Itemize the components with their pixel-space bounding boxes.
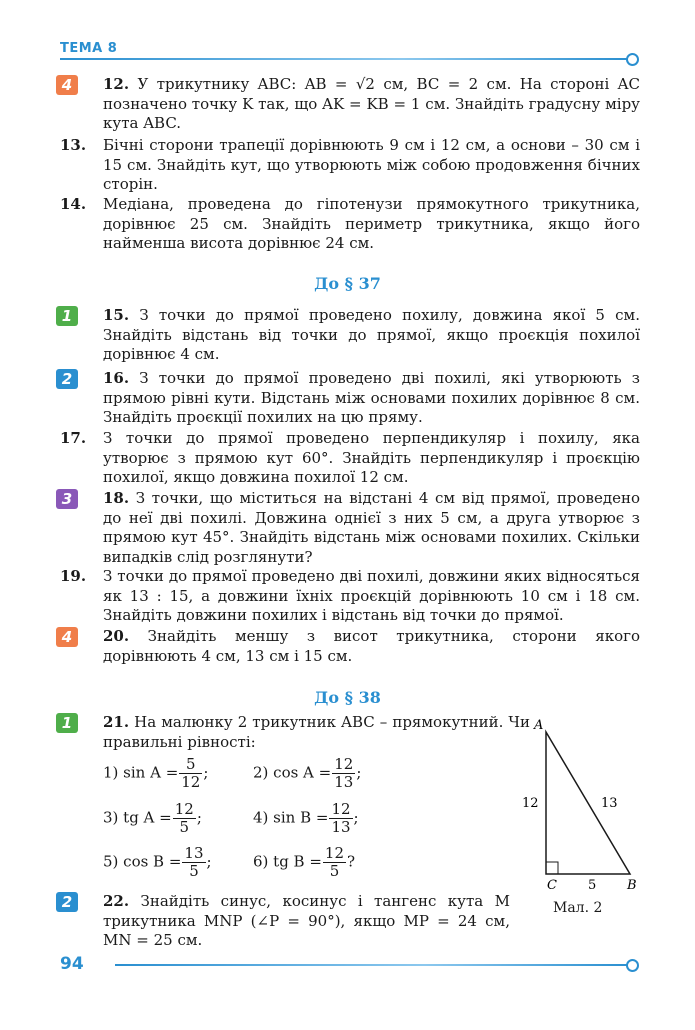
equation-2: 2) cos A = $\frac{12}{13}$ ; [253,755,362,791]
section-heading-37: До § 37 [314,274,381,293]
level-badge: 4 [56,627,78,647]
topic-header: ТЕМА 8 [60,41,118,56]
section-heading-38: До § 38 [314,688,381,707]
problem-17 [60,429,640,488]
vertex-c-label: C [547,878,557,893]
problem-number: 16. [103,369,130,387]
problem-22 [60,892,510,951]
vertex-b-label: B [627,878,637,893]
header-rule-end [626,53,639,66]
level-badge: 1 [56,306,78,326]
problem-number: 19. [60,567,87,585]
side-ac-label: 12 [522,796,539,811]
right-angle-mark [546,862,558,874]
level-badge: 4 [56,75,78,95]
problem-text: З точки до прямої проведено дві похилі, які утворюють з прямою рівні кути. Відстань між основами похилих дорівнює 8 см. Знайдіть проєкції похилих на цю пряму. [103,369,640,426]
equation-4: 4) sin B = $\frac{12}{13}$ ; [253,800,359,836]
side-cb-label: 5 [588,878,597,893]
problem-text: Знайдіть меншу з висот трикутника, сторони якого дорівнюють 4 см, 13 см і 15 см. [103,627,640,665]
problem-text: Бічні сторони трапеції дорівнюють 9 см і 12 см, а основи – 30 см і 15 см. Знайдіть кут, що утворюють між собою продовження бічних сторін. [103,136,640,193]
triangle-figure [510,710,650,900]
problem-number: 18. [103,489,130,507]
problem-16 [60,369,640,428]
page-number: 94 [60,954,84,974]
problem-15 [60,306,640,365]
problem-text: Медіана, проведена до гіпотенузи прямокутного трикутника, дорівнює 25 см. Знайдіть периметр трикутника, якщо його найменша висота дорівнює 24 см. [103,195,640,252]
problem-text: У трикутнику ABC: AB = √2 см, BC = 2 см. На стороні AC позначено точку K так, що AK = KB = 1 см. Знайдіть градусну міру кута ABC. [103,75,640,132]
problem-number: 20. [103,627,130,645]
level-badge: 2 [56,369,78,389]
problem-12 [60,75,640,134]
problem-text: На малюнку 2 трикутник ABC – прямокутний. Чи правильні рівності: [103,713,530,751]
problem-text: З точки, що міститься на відстані 4 см від прямої, проведено до неї дві похилі. Довжина однієї з них 5 см, а друга утворює з прямою кут 45°. Знайдіть відстань між основами похилих. Скільки випадків слід розглянути? [103,489,640,566]
problem-number: 17. [60,429,87,447]
problem-number: 15. [103,306,130,324]
problem-text: З точки до прямої проведено дві похилі, довжини яких відносяться як 13 : 15, а довжини їхніх проєкцій дорівнюють 10 см і 18 см. Знайдіть довжини похилих і відстань від точки до прямої. [103,567,640,624]
equation-3: 3) tg A = $\frac{12}{5}$ ; [103,800,202,836]
problem-18 [60,489,640,567]
problem-text: З точки до прямої проведено похилу, довжина якої 5 см. Знайдіть відстань від точки до прямої, якщо проєкція похилої дорівнює 4 см. [103,306,640,363]
equation-1: 1) sin A = $\frac{5}{12}$ ; [103,755,209,791]
figure-caption: Мал. 2 [553,900,603,916]
problem-21 [60,713,530,752]
problem-number: 14. [60,195,87,213]
footer-rule [115,964,630,966]
problem-20 [60,627,640,666]
problem-text: Знайдіть синус, косинус і тангенс кута M трикутника MNP (∠P = 90°), якщо MP = 24 см, MN = 25 см. [103,892,510,949]
level-badge: 3 [56,489,78,509]
problem-13 [60,136,640,195]
equation-5: 5) cos B = $\frac{13}{5}$ ; [103,844,212,880]
problem-14 [60,195,640,254]
level-badge: 1 [56,713,78,733]
level-badge: 2 [56,892,78,912]
problem-number: 22. [103,892,130,910]
vertex-a-label: A [534,718,544,733]
problem-number: 21. [103,713,130,731]
problem-number: 12. [103,75,130,93]
side-ab-label: 13 [601,796,618,811]
equation-6: 6) tg B = $\frac{12}{5}$ ? [253,844,356,880]
problem-number: 13. [60,136,87,154]
problem-19 [60,567,640,626]
footer-rule-end [626,959,639,972]
header-rule [60,58,630,60]
problem-text: З точки до прямої проведено перпендикуляр і похилу, яка утворює з прямою кут 60°. Знайдіть перпендикуляр і проєкцію похилої, якщо довжина похилої 12 см. [103,429,640,486]
